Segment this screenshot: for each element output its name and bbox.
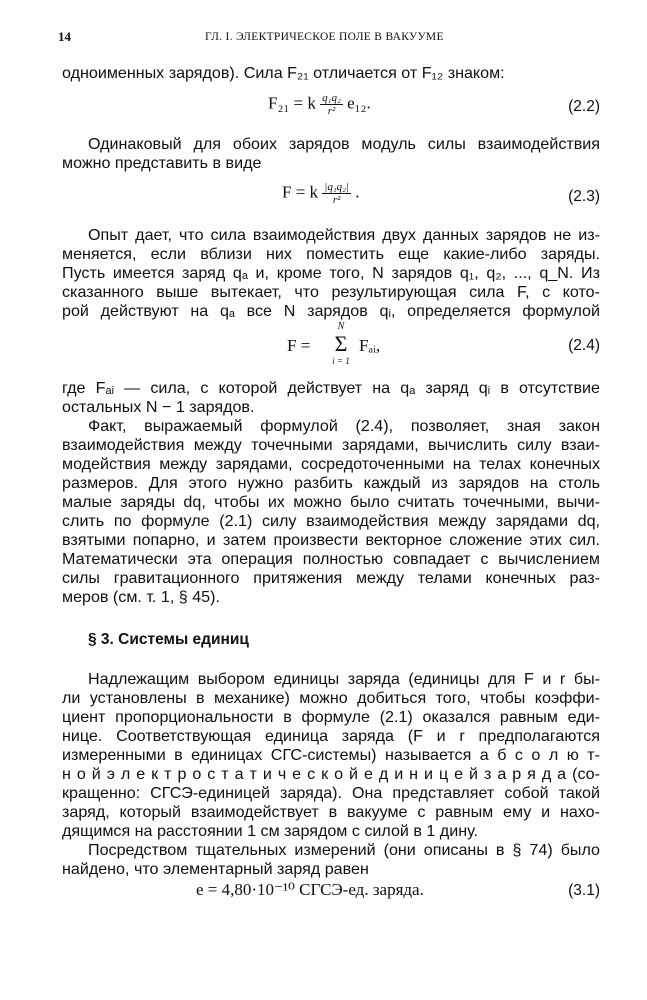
text-line: слить по формуле (2.1) силу взаимодействия между зарядами dq, [62, 512, 600, 530]
text-line: найдено, что элементарный заряд равен [62, 860, 369, 878]
fraction-denominator: r² [327, 105, 336, 117]
equation-number: (3.1) [568, 882, 600, 899]
section-title: § 3. Системы единиц [88, 631, 249, 648]
text-line: заряд, который взаимодействует в вакууме с равным ему и нахо- [62, 803, 600, 821]
formula-lhs: F₂₁ = k [268, 93, 316, 113]
text-line: остальных N − 1 зарядов. [62, 398, 255, 416]
text-line: н о й э л е к т р о с т а т и ч е с к о й е д и н и ц е й з а р я д а (со- [62, 765, 600, 783]
text-line: измеренными в единицах СГС-системы) называется а б с о л ю т- [62, 746, 600, 764]
formula-2-3 [282, 181, 360, 206]
fraction-numerator: |q₁q₂| [324, 181, 349, 193]
sum-upper-limit: N [337, 321, 345, 332]
text-line: сказанного выше вытекает, что результирующая сила F, с кото- [62, 283, 600, 301]
fraction-denominator: r² [332, 194, 341, 206]
text-line: можно представить в виде [62, 154, 262, 172]
text-line: Опыт дает, что сила взаимодействия двух данных зарядов не из- [88, 226, 600, 244]
text-line: дящимся на расстоянии 1 см зарядом с силой в 1 дину. [62, 822, 478, 840]
text-line: Посредством тщательных измерений (они описаны в § 74) было [88, 841, 600, 859]
equation-number: (2.2) [568, 98, 600, 115]
text-line: силы гравитационного притяжения между телами конечных раз- [62, 569, 600, 587]
text-line: ли установлены в механике) можно добиться того, чтобы коэффи- [62, 689, 600, 707]
text-line: взятыми попарно, и затем произвести векторное сложение этих сил. [62, 531, 600, 549]
text-line: Надлежащим выбором единицы заряда (единицы для F и r бы- [88, 670, 600, 688]
fraction [322, 181, 351, 206]
text-line: рой действуют на qₐ все N зарядов qᵢ, определяется формулой [62, 302, 600, 320]
formula-2-2 [268, 92, 371, 117]
text-line: меняется, если вблизи них поместить еще какие-либо заряды. [62, 245, 600, 263]
formula-rhs: Fₐᵢ, [359, 336, 381, 355]
text-line: взаимодействия между точечными зарядами, вычислить силу взаи- [62, 436, 600, 454]
text-line: где Fₐᵢ — сила, с которой действует на qₐ заряд qᵢ в отсутствие [62, 379, 600, 397]
text-line: Факт, выражаемый формулой (2.4), позволяет, зная закон [88, 417, 600, 435]
formula-rhs: . [355, 182, 360, 202]
fraction [320, 92, 343, 117]
text-line: циент пропорциональности в формуле (2.1) оказался равным еди- [62, 708, 600, 726]
sum-lower-limit: i = 1 [332, 356, 350, 366]
text-line: Одинаковый для обоих зарядов модуль силы взаимодействия [88, 135, 600, 153]
formula-lhs: F = [287, 336, 311, 355]
text-line: одноименных зарядов). Сила F₂₁ отличается от F₁₂ знаком: [62, 64, 505, 82]
sum-sign: Σ [334, 331, 348, 356]
equation-number: (2.4) [568, 337, 600, 354]
text-line: нице. Соответствующая единица заряда (F и r предполагаются [62, 727, 600, 745]
text-line: меров (см. т. 1, § 45). [62, 588, 220, 606]
text-line: Математически эта операция полностью совпадает с вычислением [62, 550, 600, 568]
text-line: малые заряды dq, чтобы их можно было считать точечными, вычи- [62, 493, 600, 511]
fraction-numerator: q₁q₂ [322, 92, 341, 104]
equation-number: (2.3) [568, 188, 600, 205]
formula-2-4 [287, 322, 437, 368]
text-line: кращенно: СГСЭ-единицей заряда). Она представляет собой такой [62, 784, 600, 802]
formula-lhs: F = k [282, 182, 319, 202]
page-number: 14 [58, 29, 71, 44]
formula-3-1: e = 4,80·10⁻¹⁰ СГСЭ-ед. заряда. [196, 880, 424, 899]
text-line: модействия между зарядами, сосредоточенными на телах конечных [62, 455, 600, 473]
formula-rhs: e₁₂. [347, 93, 371, 113]
text-line: Пусть имеется заряд qₐ и, кроме того, N зарядов q₁, q₂, ..., q_N. Из [62, 264, 600, 282]
running-header: ГЛ. I. ЭЛЕКТРИЧЕСКОЕ ПОЛЕ В ВАКУУМЕ [205, 31, 444, 43]
text-line: размеров. Для этого нужно разбить каждый из зарядов на столь [62, 474, 600, 492]
